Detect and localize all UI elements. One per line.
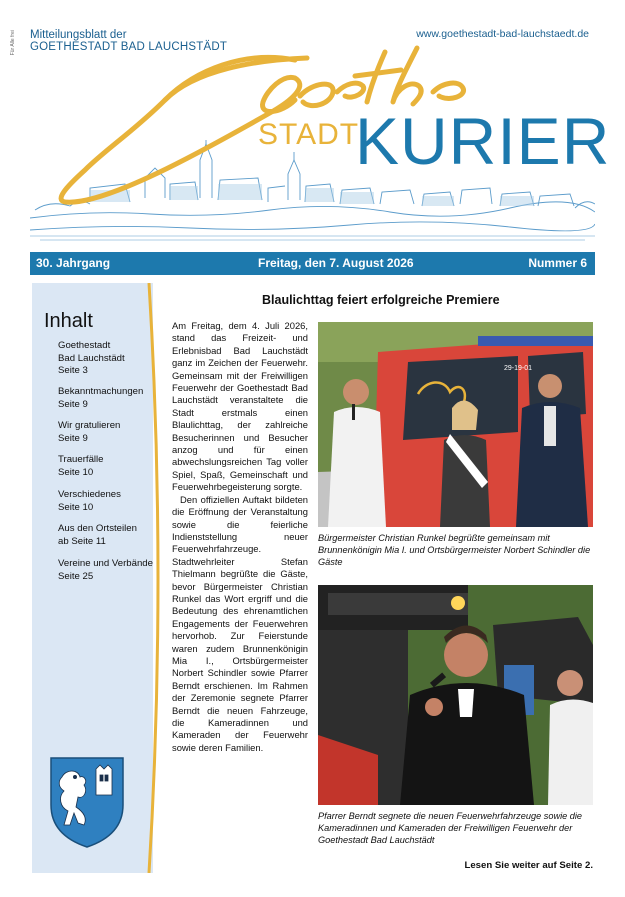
masthead-word-stadt: STADT xyxy=(258,118,360,151)
toc-entry-line: Vereine und Verbände xyxy=(58,558,153,569)
toc-entry-page: Seite 10 xyxy=(58,466,94,478)
toc-entry-line: Goethestadt xyxy=(58,340,111,351)
publication-subtitle-line2: GOETHESTADT BAD LAUCHSTÄDT xyxy=(30,41,228,53)
toc-entry-page: ab Seite 11 xyxy=(58,535,106,547)
toc-entry-verschiedenes[interactable] xyxy=(58,489,121,514)
toc-entry-line: Verschiedenes xyxy=(58,489,121,500)
toc-entry-page: Seite 10 xyxy=(58,501,94,513)
masthead-word-kurier: KURIER xyxy=(355,104,611,178)
toc-entry-line: Trauerfälle xyxy=(58,454,104,465)
website-link[interactable]: www.goethestadt-bad-lauchstaedt.de xyxy=(416,28,589,40)
issue-info-bar xyxy=(30,252,595,275)
continue-reading-note[interactable]: Lesen Sie weiter auf Seite 2. xyxy=(464,860,593,871)
vertical-note: Für Alle frei xyxy=(10,30,16,56)
photo-mayor-welcome xyxy=(318,322,593,527)
issue-year: 30. Jahrgang xyxy=(36,256,111,270)
toc-entry-goethestadt[interactable] xyxy=(58,340,125,378)
publication-subtitle-line1: Mitteilungsblatt der xyxy=(30,29,127,41)
photo-caption-1: Bürgermeister Christian Runkel begrüßte gemeinsam mit Brunnenkönigin Mia I. und Ortsbürgermeister Norbert Schindler die Gäste xyxy=(318,533,591,567)
toc-title: Inhalt xyxy=(44,310,93,332)
vehicle-number-text: 29-19-01 xyxy=(504,365,533,372)
toc-entry-vereine[interactable] xyxy=(58,558,153,583)
toc-entry-trauerfaelle[interactable] xyxy=(58,454,104,479)
toc-entry-line: Bad Lauchstädt xyxy=(58,352,125,364)
toc-entry-page: Seite 9 xyxy=(58,432,88,444)
decorative-gold-curve xyxy=(145,283,167,873)
toc-entry-page: Seite 9 xyxy=(58,398,88,410)
toc-entry-wir-gratulieren[interactable] xyxy=(58,420,120,445)
coat-of-arms-icon xyxy=(48,755,126,850)
issue-date: Freitag, den 7. August 2026 xyxy=(258,256,414,270)
toc-entry-ortsteile[interactable] xyxy=(58,523,137,548)
article-body xyxy=(172,320,308,754)
toc-entry-page: Seite 25 xyxy=(58,570,94,582)
photo-pastor-blessing xyxy=(318,585,593,805)
toc-entry-page: Seite 3 xyxy=(58,365,88,376)
toc-entry-line: Wir gratulieren xyxy=(58,420,121,431)
toc-entry-line: Aus den Ortsteilen xyxy=(58,523,137,534)
article-paragraph: Den offiziellen Auftakt bildeten die Eröffnung der Veranstaltung sowie die feierliche Indienststellung neuer Feuerwehrfahrzeuge. Stadtwehrleiter Stefan Thielmann begrüßte die Gäste, bevor Bürgermeister Christian Runkel das Wort ergriff und die Bedeutung des ehrenamtlichen Engagements der Feuerwehren hervorhob. Zur Feierstunde waren zudem Brunnenkönigin Mia I., Ortsbürgermeister Norbert Schindler sowie Pfarrer Berndt erschienen. Im Rahmen der Zeremonie segnete Pfarrer Berndt die neuen Fahrzeuge, die Kameradinnen und Kameraden der Feuerwehr sowie deren Familien. xyxy=(172,493,308,753)
article-headline: Blaulichttag feiert erfolgreiche Premiere xyxy=(262,293,500,307)
issue-number: Nummer 6 xyxy=(528,256,587,270)
photo-caption-2: Pfarrer Berndt segnete die neuen Feuerwehrfahrzeuge sowie die Kameradinnen und Kameraden der Freiwilligen Feuerwehr der Goethestadt Bad Lauchstädt xyxy=(318,811,583,845)
article-paragraph: Am Freitag, dem 4. Juli 2026, stand das Freizeit- und Erlebnisbad Bad Lauchstädt ganz im Zeichen der Feuerwehr. Gemeinsam mit der Freiwilligen Feuerwehr der Goethestadt Bad Lauchstädt veranstaltete die Stadt erstmals einen Blaulichttag, der zahlreiche Besucherinnen und Besucher anzog und für einen abwechslungsreichen Tag voller Spiel, Spaß, Gemeinschaft und Feuerwehrbegeisterung sorgte. xyxy=(172,320,308,493)
toc-entry-bekanntmachungen[interactable] xyxy=(58,386,143,411)
toc-entry-line: Bekanntmachungen xyxy=(58,386,144,397)
